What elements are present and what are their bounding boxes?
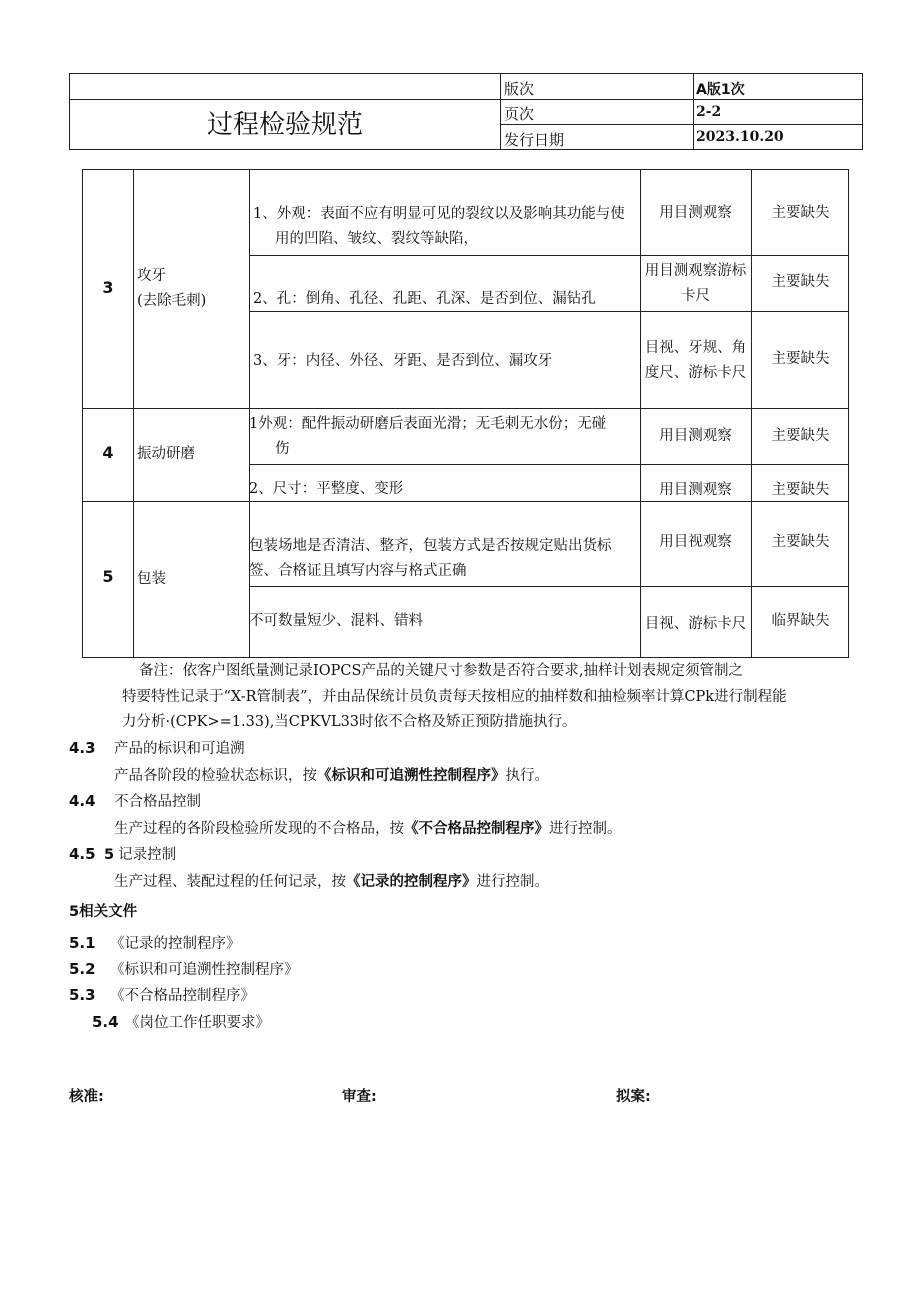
section-number: 4.5: [69, 845, 96, 863]
doc-title: 《标识和可追溯性控制程序》: [110, 962, 299, 978]
process-name: 振动研磨: [137, 446, 195, 462]
note-line: 特要特性记录于“X-R管制表”，并由品保统计员负责每天按相应的抽样数和抽检频率计算CPk进行制程能: [122, 689, 787, 705]
check-content: 包装场地是否清洁、整齐，包装方式是否按规定贴出货标 签、合格证且填写内容与格式正确: [249, 538, 612, 579]
table-divider: [751, 170, 752, 657]
table-divider: [83, 408, 848, 409]
doc-number: 5.2: [69, 960, 96, 978]
table-divider: [133, 170, 134, 657]
table-divider: [249, 586, 848, 587]
version-label: 版次: [504, 80, 535, 98]
process-name: 攻牙 (去除毛刺): [137, 268, 207, 309]
check-content: 2、尺寸：平整度、变形: [249, 481, 404, 497]
section-text: 生产过程的各阶段检验所发现的不合格品，按《不合格品控制程序》进行控制。: [114, 821, 622, 837]
doc-title: 《岗位工作任职要求》: [125, 1015, 270, 1031]
procedure-reference: 《不合格品控制程序》: [404, 821, 549, 837]
check-content: 2、孔：倒角、孔径、孔距、孔深、是否到位、漏钻孔: [253, 291, 596, 307]
page-label: 页次: [504, 105, 535, 123]
check-content: 不可数量短少、混料、错料: [249, 613, 423, 629]
header-divider: [70, 99, 500, 100]
check-content: 1、外观：表面不应有明显可见的裂纹以及影响其功能与使 用的凹陷、皱纹、裂纹等缺陷，: [253, 206, 625, 247]
section-title: 不合格品控制: [114, 794, 201, 810]
defect-level: 主要缺失: [771, 274, 830, 290]
section-number: 4.3: [69, 739, 96, 757]
check-content: 3、牙：内径、外径、牙距、是否到位、漏攻牙: [253, 353, 553, 369]
header-divider: [500, 99, 862, 100]
step-number: 5: [102, 567, 114, 586]
document-title: 过程检验规范: [206, 110, 363, 140]
inspection-method: 用目视观察: [659, 534, 732, 550]
header-divider: [693, 74, 694, 149]
issue-date-label: 发行日期: [504, 131, 565, 149]
inspection-method: 用目测观察: [659, 205, 732, 221]
inspection-method: 用目测观察: [659, 428, 732, 444]
header-divider: [500, 124, 862, 125]
defect-level: 临界缺失: [771, 613, 830, 629]
process-name: 包装: [137, 571, 166, 587]
defect-level: 主要缺失: [771, 205, 830, 221]
procedure-reference: 《记录的控制程序》: [346, 874, 477, 890]
defect-level: 主要缺失: [771, 482, 830, 498]
page-value: 2-2: [696, 104, 722, 120]
section-title: 5 记录控制: [104, 847, 177, 863]
doc-number: 5.4: [92, 1013, 119, 1031]
section-title: 产品的标识和可追溯: [114, 741, 245, 757]
note-line: 备注：依客户图纸量测记录IOPCS产品的关键尺寸参数是否符合要求,抽样计划表规定须管制之: [139, 663, 744, 679]
section-number: 4.4: [69, 792, 96, 810]
header-divider: [500, 74, 501, 149]
version-value: A版1次: [696, 82, 745, 98]
step-number: 3: [102, 278, 114, 297]
review-label: 审查:: [342, 1089, 377, 1105]
defect-level: 主要缺失: [771, 428, 830, 444]
draft-label: 拟案:: [616, 1089, 651, 1105]
approve-label: 核准:: [69, 1089, 104, 1105]
defect-level: 主要缺失: [771, 351, 830, 367]
note-line: 力分析·(CPK>=1.33),当CPKVL33时依不合格及矫正预防措施执行。: [122, 714, 577, 730]
inspection-method: 目视、牙规、角 度尺、游标卡尺: [644, 340, 747, 381]
doc-title: 《不合格品控制程序》: [110, 988, 255, 1004]
inspection-method: 目视、游标卡尺: [644, 616, 747, 632]
check-content: 1外观：配件振动研磨后表面光滑；无毛刺无水份；无碰 伤: [249, 416, 607, 457]
inspection-method: 用目测观察游标 卡尺: [644, 263, 747, 304]
table-divider: [249, 464, 848, 465]
doc-number: 5.1: [69, 934, 96, 952]
step-number: 4: [102, 443, 114, 462]
defect-level: 主要缺失: [771, 534, 830, 550]
inspection-table: [82, 169, 849, 658]
inspection-method: 用目测观察: [659, 482, 732, 498]
doc-title: 《记录的控制程序》: [110, 936, 241, 952]
table-divider: [249, 255, 848, 256]
issue-date-value: 2023.10.20: [696, 129, 784, 145]
document-header: [69, 73, 863, 150]
related-docs-heading: 5相关文件: [69, 904, 138, 920]
section-text: 生产过程、装配过程的任何记录，按《记录的控制程序》进行控制。: [114, 874, 549, 890]
procedure-reference: 《标识和可追溯性控制程序》: [317, 768, 506, 784]
doc-number: 5.3: [69, 986, 96, 1004]
section-text: 产品各阶段的检验状态标识，按《标识和可追溯性控制程序》执行。: [114, 768, 549, 784]
